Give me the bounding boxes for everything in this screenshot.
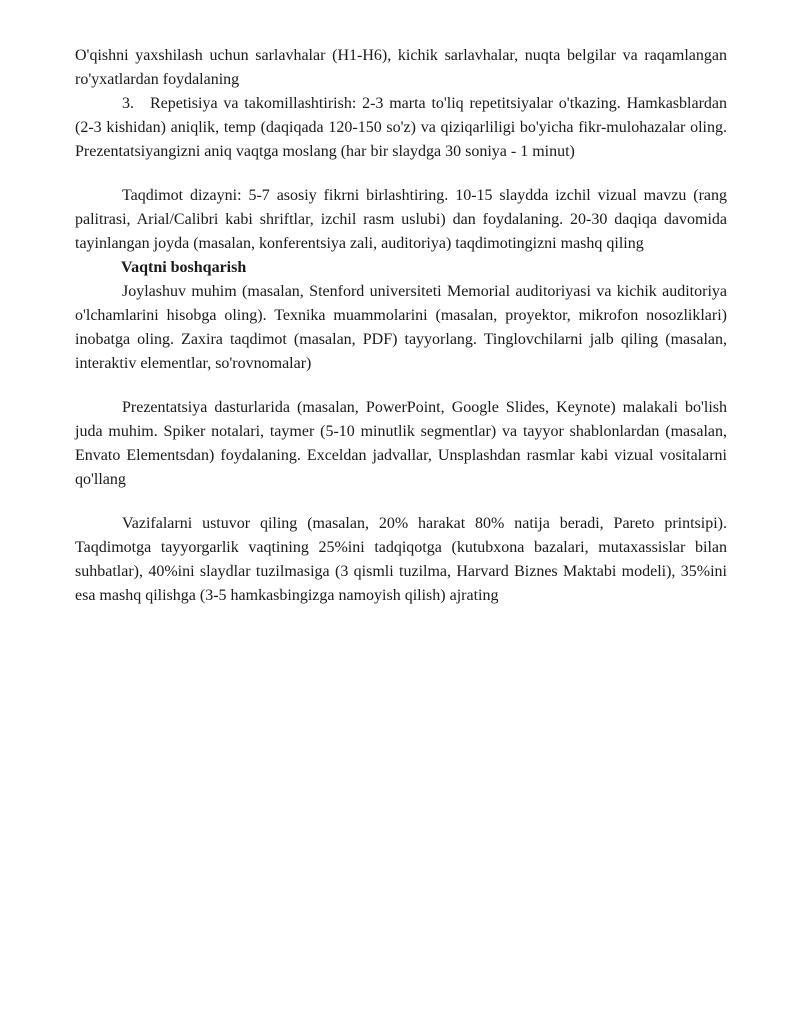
- paragraph-location: Joylashuv muhim (masalan, Stenford universiteti Memorial auditoriyasi va kichik auditoriya o'lchamlarini hisobga oling). Texnika muammolarini (masalan, proyektor, mikrofon nosozliklari) inobatga oling. Zaxira taqdimot (masalan, PDF) tayyorlang. Tinglovchilarni jalb qiling (masalan, interaktiv elementlar, so'rovnomalar): [75, 283, 727, 372]
- list-item-number: 3.: [122, 95, 134, 112]
- paragraph-software: Prezentatsiya dasturlarida (masalan, PowerPoint, Google Slides, Keynote) malakali bo'lish juda muhim. Spiker notalari, taymer (5-10 minutlik segmentlar) va tayyor shablonlardan (masalan, Envato Elementsdan) foydalaning. Exceldan jadvallar, Unsplashdan rasmlar kabi vizual vositalarni qo'llang: [75, 399, 727, 488]
- section-heading: Vaqtni boshqarish: [121, 259, 247, 276]
- paragraph-prioritize: Vazifalarni ustuvor qiling (masalan, 20% harakat 80% natija beradi, Pareto printsipi). Taqdimotga tayyorgarlik vaqtining 25%ini tadqiqotga (kutubxona bazalari, mutaxassislar bilan suhbatlar), 40%ini slaydlar tuzilmasiga (3 qismli tuzilma, Harvard Biznes Maktabi modeli), 35%ini esa mashq qilishga (3-5 hamkasbingizga namoyish qilish) ajrating: [75, 515, 727, 604]
- paragraph-headings-tip: O'qishni yaxshilash uchun sarlavhalar (H1-H6), kichik sarlavhalar, nuqta belgilar va raqamlangan ro'yxatlardan foydalaning: [75, 47, 727, 88]
- paragraph-presentation-design: Taqdimot dizayni: 5-7 asosiy fikrni birlashtiring. 10-15 slaydda izchil vizual mavzu (rang palitrasi, Arial/Calibri kabi shriftlar, izchil rasm uslubi) dan foydalaning. 20-30 daqiqa davomida tayinlangan joyda (masalan, konferentsiya zali, auditoriya) taqdimotingizni mashq qiling: [75, 187, 727, 252]
- document-page: [75, 44, 727, 608]
- list-item-text: Repetisiya va takomillashtirish: 2-3 marta to'liq repetitsiyalar o'tkazing. Hamkasblardan (2-3 kishidan) aniqlik, temp (daqiqada 120-150 so'z) va qiziqarliligi bo'yicha fikr-mulohazalar oling. Prezentatsiyangizni aniq vaqtga moslang (har bir slaydga 30 soniya - 1 minut): [75, 95, 727, 160]
- numbered-list-item: [75, 92, 727, 164]
